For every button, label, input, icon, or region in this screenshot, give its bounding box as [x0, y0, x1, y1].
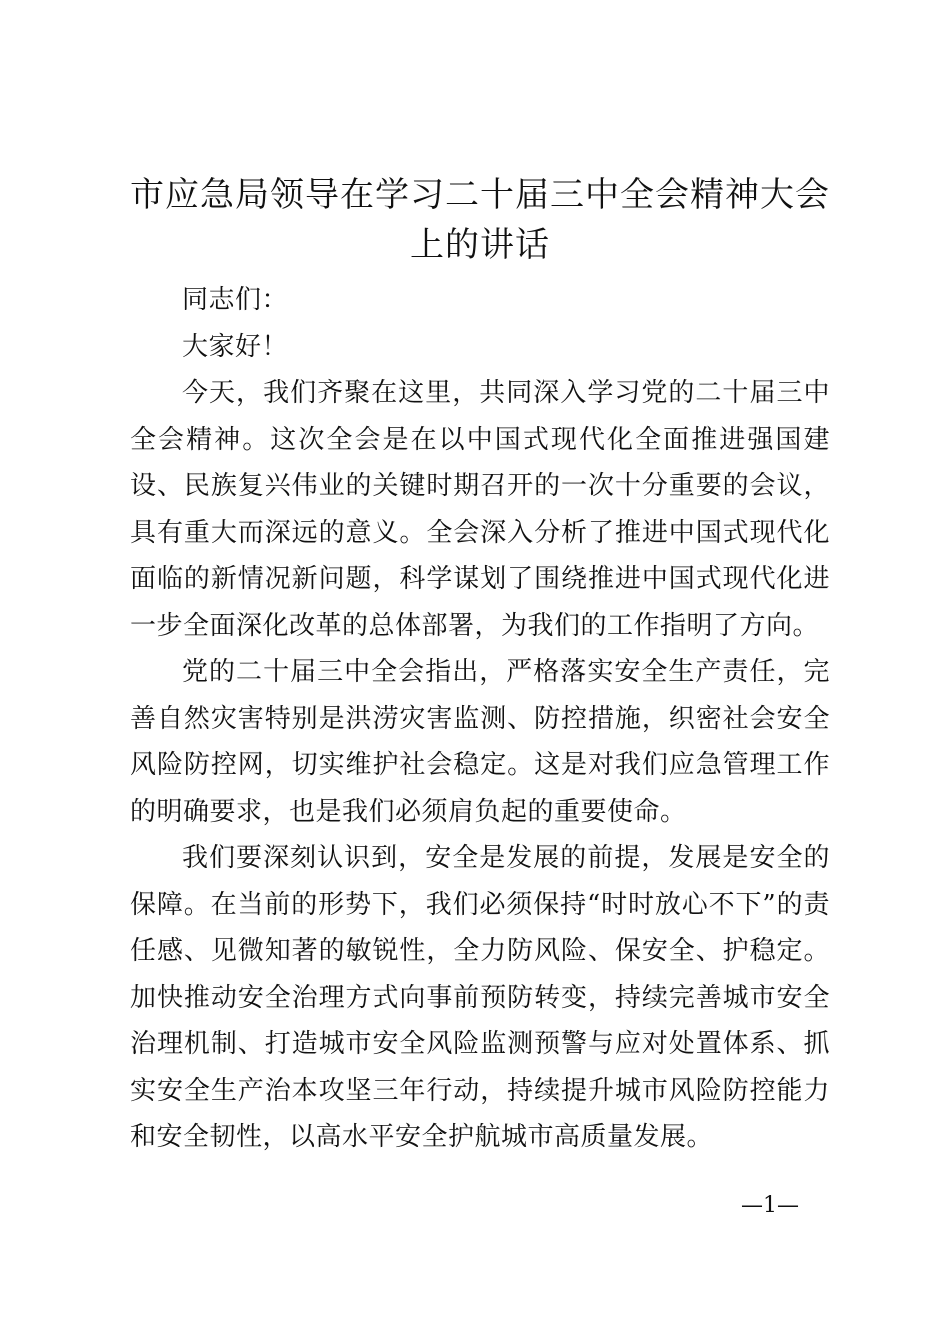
paragraph-3: 我们要深刻认识到，安全是发展的前提，发展是安全的保障。在当前的形势下，我们必须保持“时时放心不下”的责任感、见微知著的敏锐性，全力防风险、保安全、护稳定。加快推动安全治理方式向事前预防转变，持续完善城市安全治理机制、打造城市安全风险监测预警与应对处置体系、抓实安全生产治本攻坚三年行动，持续提升城市风险防控能力和安全韧性，以高水平安全护航城市高质量发展。	[130, 843, 830, 1152]
salutation: 同志们：	[182, 285, 289, 315]
paragraph-1: 今天，我们齐聚在这里，共同深入学习党的二十届三中全会精神。这次全会是在以中国式现代化全面推进强国建设、民族复兴伟业的关键时期召开的一次十分重要的会议，具有重大而深远的意义。全会深入分析了推进中国式现代化面临的新情况新问题，科学谋划了围绕推进中国式现代化进一步全面深化改革的总体部署，为我们的工作指明了方向。	[130, 378, 830, 641]
paragraph-2: 党的二十届三中全会指出，严格落实安全生产责任，完善自然灾害特别是洪涝灾害监测、防控措施，织密社会安全风险防控网，切实维护社会稳定。这是对我们应急管理工作的明确要求，也是我们必须肩负起的重要使命。	[130, 657, 830, 827]
document-body	[130, 277, 830, 1161]
page-number: —1—	[741, 1193, 799, 1218]
greeting: 大家好！	[182, 331, 289, 362]
document-title: 市应急局领导在学习二十届三中全会精神大会上的讲话	[130, 175, 830, 265]
